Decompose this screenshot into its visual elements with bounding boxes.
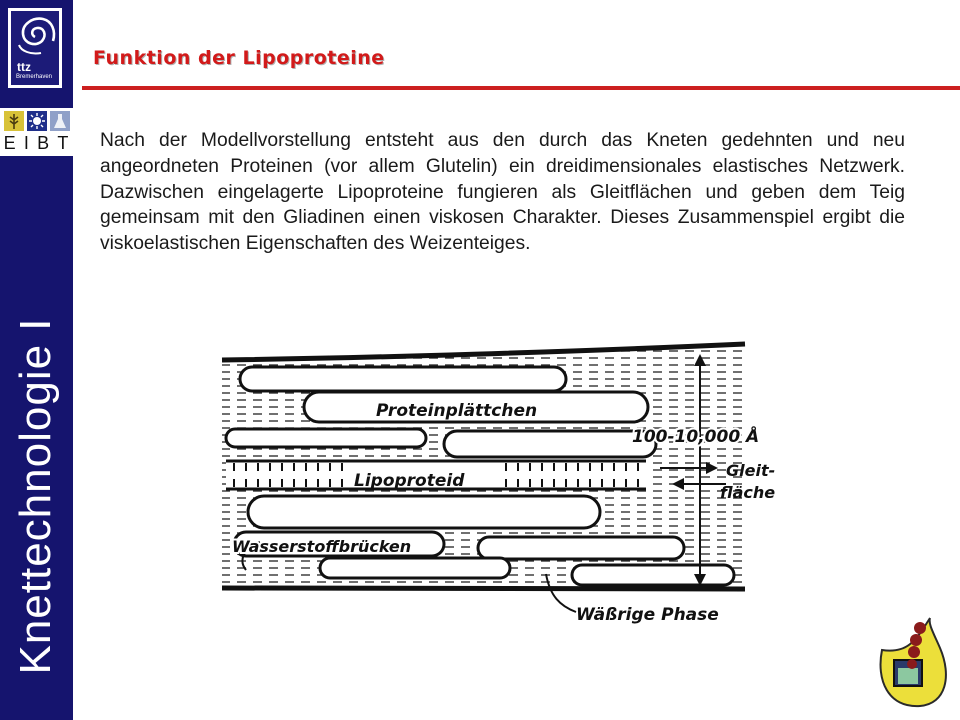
protein-platelet xyxy=(478,537,684,559)
lipoprotein-model-diagram xyxy=(220,334,780,634)
eibt-letter: E xyxy=(3,133,17,153)
flask-icon xyxy=(50,111,70,131)
slide-title: Funktion der Lipoproteine xyxy=(93,47,385,69)
screen-inner xyxy=(898,668,918,684)
protein-platelet xyxy=(444,431,656,457)
ttz-logo xyxy=(7,7,63,89)
ttz-logo-text: ttz xyxy=(17,60,31,74)
protein-platelet xyxy=(240,367,566,391)
body-paragraph: Nach der Modellvorstellung entsteht aus den durch das Kneten gedehnten und neu angeordneten Proteinen (vor allem Glutelin) ein dreidimensionales elastisches Netzwerk. Dazwischen eingelagerte Lipoproteine fungieren als Gleitflächen und geben dem Teig gemeinsam mit den Gliadinen einen viskosen Charakter. Dieses Zusammenspiel ergibt die viskoelastischen Eigenschaften des Weizenteiges. xyxy=(100,130,905,255)
bottom-boundary xyxy=(222,588,745,589)
label-glide-line2: fläche xyxy=(720,483,776,502)
title-divider xyxy=(82,86,960,90)
eibt-letter: T xyxy=(57,133,70,153)
protein-platelet xyxy=(226,429,426,447)
decorative-logo xyxy=(868,610,958,710)
protein-platelet xyxy=(320,558,510,578)
label-glide-line1: Gleit- xyxy=(726,461,776,480)
ttz-logo-background xyxy=(11,11,59,85)
label-aqueous-phase: Wäßrige Phase xyxy=(576,605,719,625)
course-title-vertical: Knettechnologie I xyxy=(11,317,60,675)
protein-platelet xyxy=(572,565,734,585)
label-hydrogen-bonds: Wasserstoffbrücken xyxy=(232,537,412,556)
label-dimension: 100-10,000 Å xyxy=(632,427,760,447)
label-protein-platelets: Proteinplättchen xyxy=(376,401,538,421)
grain-icon xyxy=(4,111,24,131)
dot xyxy=(908,646,920,658)
sun-icon xyxy=(27,111,47,131)
eibt-letter: I xyxy=(23,133,30,153)
label-lipoprotein: Lipoproteid xyxy=(354,471,465,491)
dot xyxy=(914,622,926,634)
protein-platelet xyxy=(248,496,600,528)
sidebar xyxy=(0,0,73,720)
dot xyxy=(907,659,917,669)
eibt-letters xyxy=(0,133,73,154)
dot xyxy=(910,634,922,646)
swirl-icon xyxy=(11,11,59,61)
eibt-logo xyxy=(0,108,73,156)
ttz-logo-subtext: Bremerhaven xyxy=(16,74,53,80)
eibt-letter: B xyxy=(37,133,51,153)
